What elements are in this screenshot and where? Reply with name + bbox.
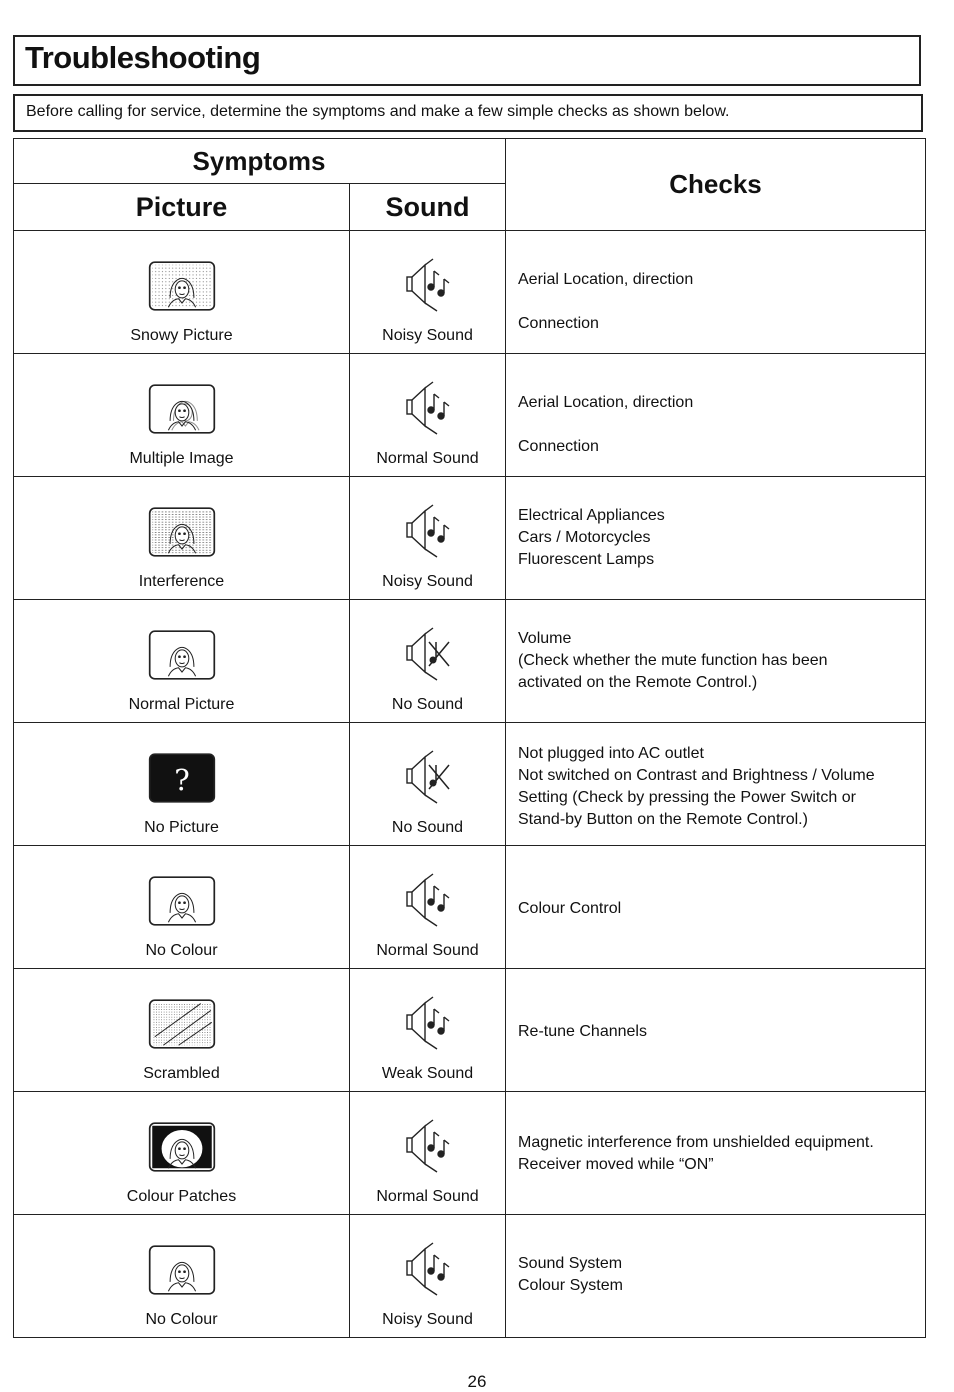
speaker-note-icon [403,995,453,1056]
check-line: activated on the Remote Control.) [518,674,758,691]
check-line: Not switched on Contrast and Brightness / Volume [518,767,875,784]
checks-cell [506,600,926,723]
check-line: Colour System [518,1277,623,1294]
picture-symptom-label: Interference [138,573,225,590]
checks-cell [506,354,926,477]
picture-symptom-label: No Colour [145,1311,218,1328]
intro-box [13,94,923,132]
check-line: Re-tune Channels [518,1023,647,1040]
checks-cell [506,1092,926,1215]
sound-cell [350,723,506,846]
intro-text: Before calling for service, determine the symptoms and make a few simple checks as shown below. [26,103,730,120]
check-line: Sound System [518,1255,623,1272]
speaker-note-icon [403,380,453,441]
symptoms-header: Symptoms [14,139,506,184]
picture-cell [14,1092,350,1215]
table-row [14,354,926,477]
sound-cell [350,477,506,600]
check-line [518,414,917,436]
sound-symptom-label: No Sound [391,696,464,713]
picture-symptom-label: Multiple Image [129,450,234,467]
table-row [14,1215,926,1338]
table-row [14,1092,926,1215]
sound-cell [350,846,506,969]
question-tv-icon [148,749,216,812]
picture-header: Picture [14,184,350,231]
check-line: Connection [518,438,599,455]
svg-text:?: ? [173,762,190,797]
check-line: Not plugged into AC outlet [518,745,704,762]
speaker-muted-icon [403,749,453,810]
picture-symptom-label: Normal Picture [128,696,235,713]
speaker-muted-icon [403,626,453,687]
checks-cell [506,1215,926,1338]
normal-tv-icon [148,626,216,689]
table-row [14,600,926,723]
picture-cell [14,477,350,600]
check-line: Aerial Location, direction [518,271,694,288]
page-title: Troubleshooting [25,40,261,75]
table-row [14,723,926,846]
check-line: Connection [518,315,599,332]
check-line: Volume [518,630,572,647]
sound-symptom-label: Noisy Sound [382,327,473,344]
sound-symptom-label: Normal Sound [376,942,479,959]
picture-symptom-label: No Picture [144,819,219,836]
table-row [14,969,926,1092]
sound-cell [350,969,506,1092]
sound-symptom-label: Noisy Sound [382,1311,473,1328]
checks-cell [506,723,926,846]
snowy-tv-icon [148,257,216,320]
speaker-note-icon [403,257,453,318]
picture-cell [14,723,350,846]
check-line: (Check whether the mute function has been [518,652,828,669]
checks-cell [506,969,926,1092]
sound-symptom-label: Normal Sound [376,1188,479,1205]
check-line: Fluorescent Lamps [518,551,655,568]
sound-symptom-label: No Sound [391,819,464,836]
table-row [14,231,926,354]
troubleshooting-table [13,138,926,1338]
interference-tv-icon [148,503,216,566]
picture-symptom-label: Snowy Picture [130,327,233,344]
title-box [13,35,921,86]
picture-cell [14,1215,350,1338]
sound-symptom-label: Weak Sound [381,1065,474,1082]
table-row [14,846,926,969]
check-line: Colour Control [518,900,622,917]
sound-symptom-label: Normal Sound [376,450,479,467]
checks-cell [506,231,926,354]
picture-cell [14,600,350,723]
ghost-tv-icon [148,380,216,443]
check-line: Cars / Motorcycles [518,529,651,546]
checks-cell [506,477,926,600]
check-line: Aerial Location, direction [518,394,694,411]
speaker-note-icon [403,1118,453,1179]
picture-cell [14,231,350,354]
scrambled-tv-icon [148,995,216,1058]
speaker-note-icon [403,872,453,933]
sound-symptom-label: Noisy Sound [382,573,473,590]
normal-tv-icon [148,1241,216,1304]
sound-cell [350,354,506,477]
sound-cell [350,600,506,723]
check-line: Magnetic interference from unshielded equipment. [518,1134,874,1151]
check-line: Receiver moved while “ON” [518,1156,714,1173]
picture-symptom-label: Scrambled [143,1065,220,1082]
page-number: 26 [467,1372,487,1391]
picture-cell [14,969,350,1092]
sound-cell [350,231,506,354]
speaker-note-icon [403,503,453,564]
sound-cell [350,1092,506,1215]
picture-symptom-label: Colour Patches [126,1188,237,1205]
check-line: Electrical Appliances [518,507,665,524]
check-line: Setting (Check by pressing the Power Switch or [518,789,856,806]
sound-header: Sound [350,184,506,231]
picture-cell [14,846,350,969]
picture-cell [14,354,350,477]
sound-cell [350,1215,506,1338]
table-row [14,477,926,600]
picture-symptom-label: No Colour [145,942,218,959]
checks-header: Checks [506,139,926,231]
check-line: Stand-by Button on the Remote Control.) [518,811,808,828]
checks-cell [506,846,926,969]
normal-tv-icon [148,872,216,935]
check-line [518,291,917,313]
speaker-note-icon [403,1241,453,1302]
patches-tv-icon [148,1118,216,1181]
